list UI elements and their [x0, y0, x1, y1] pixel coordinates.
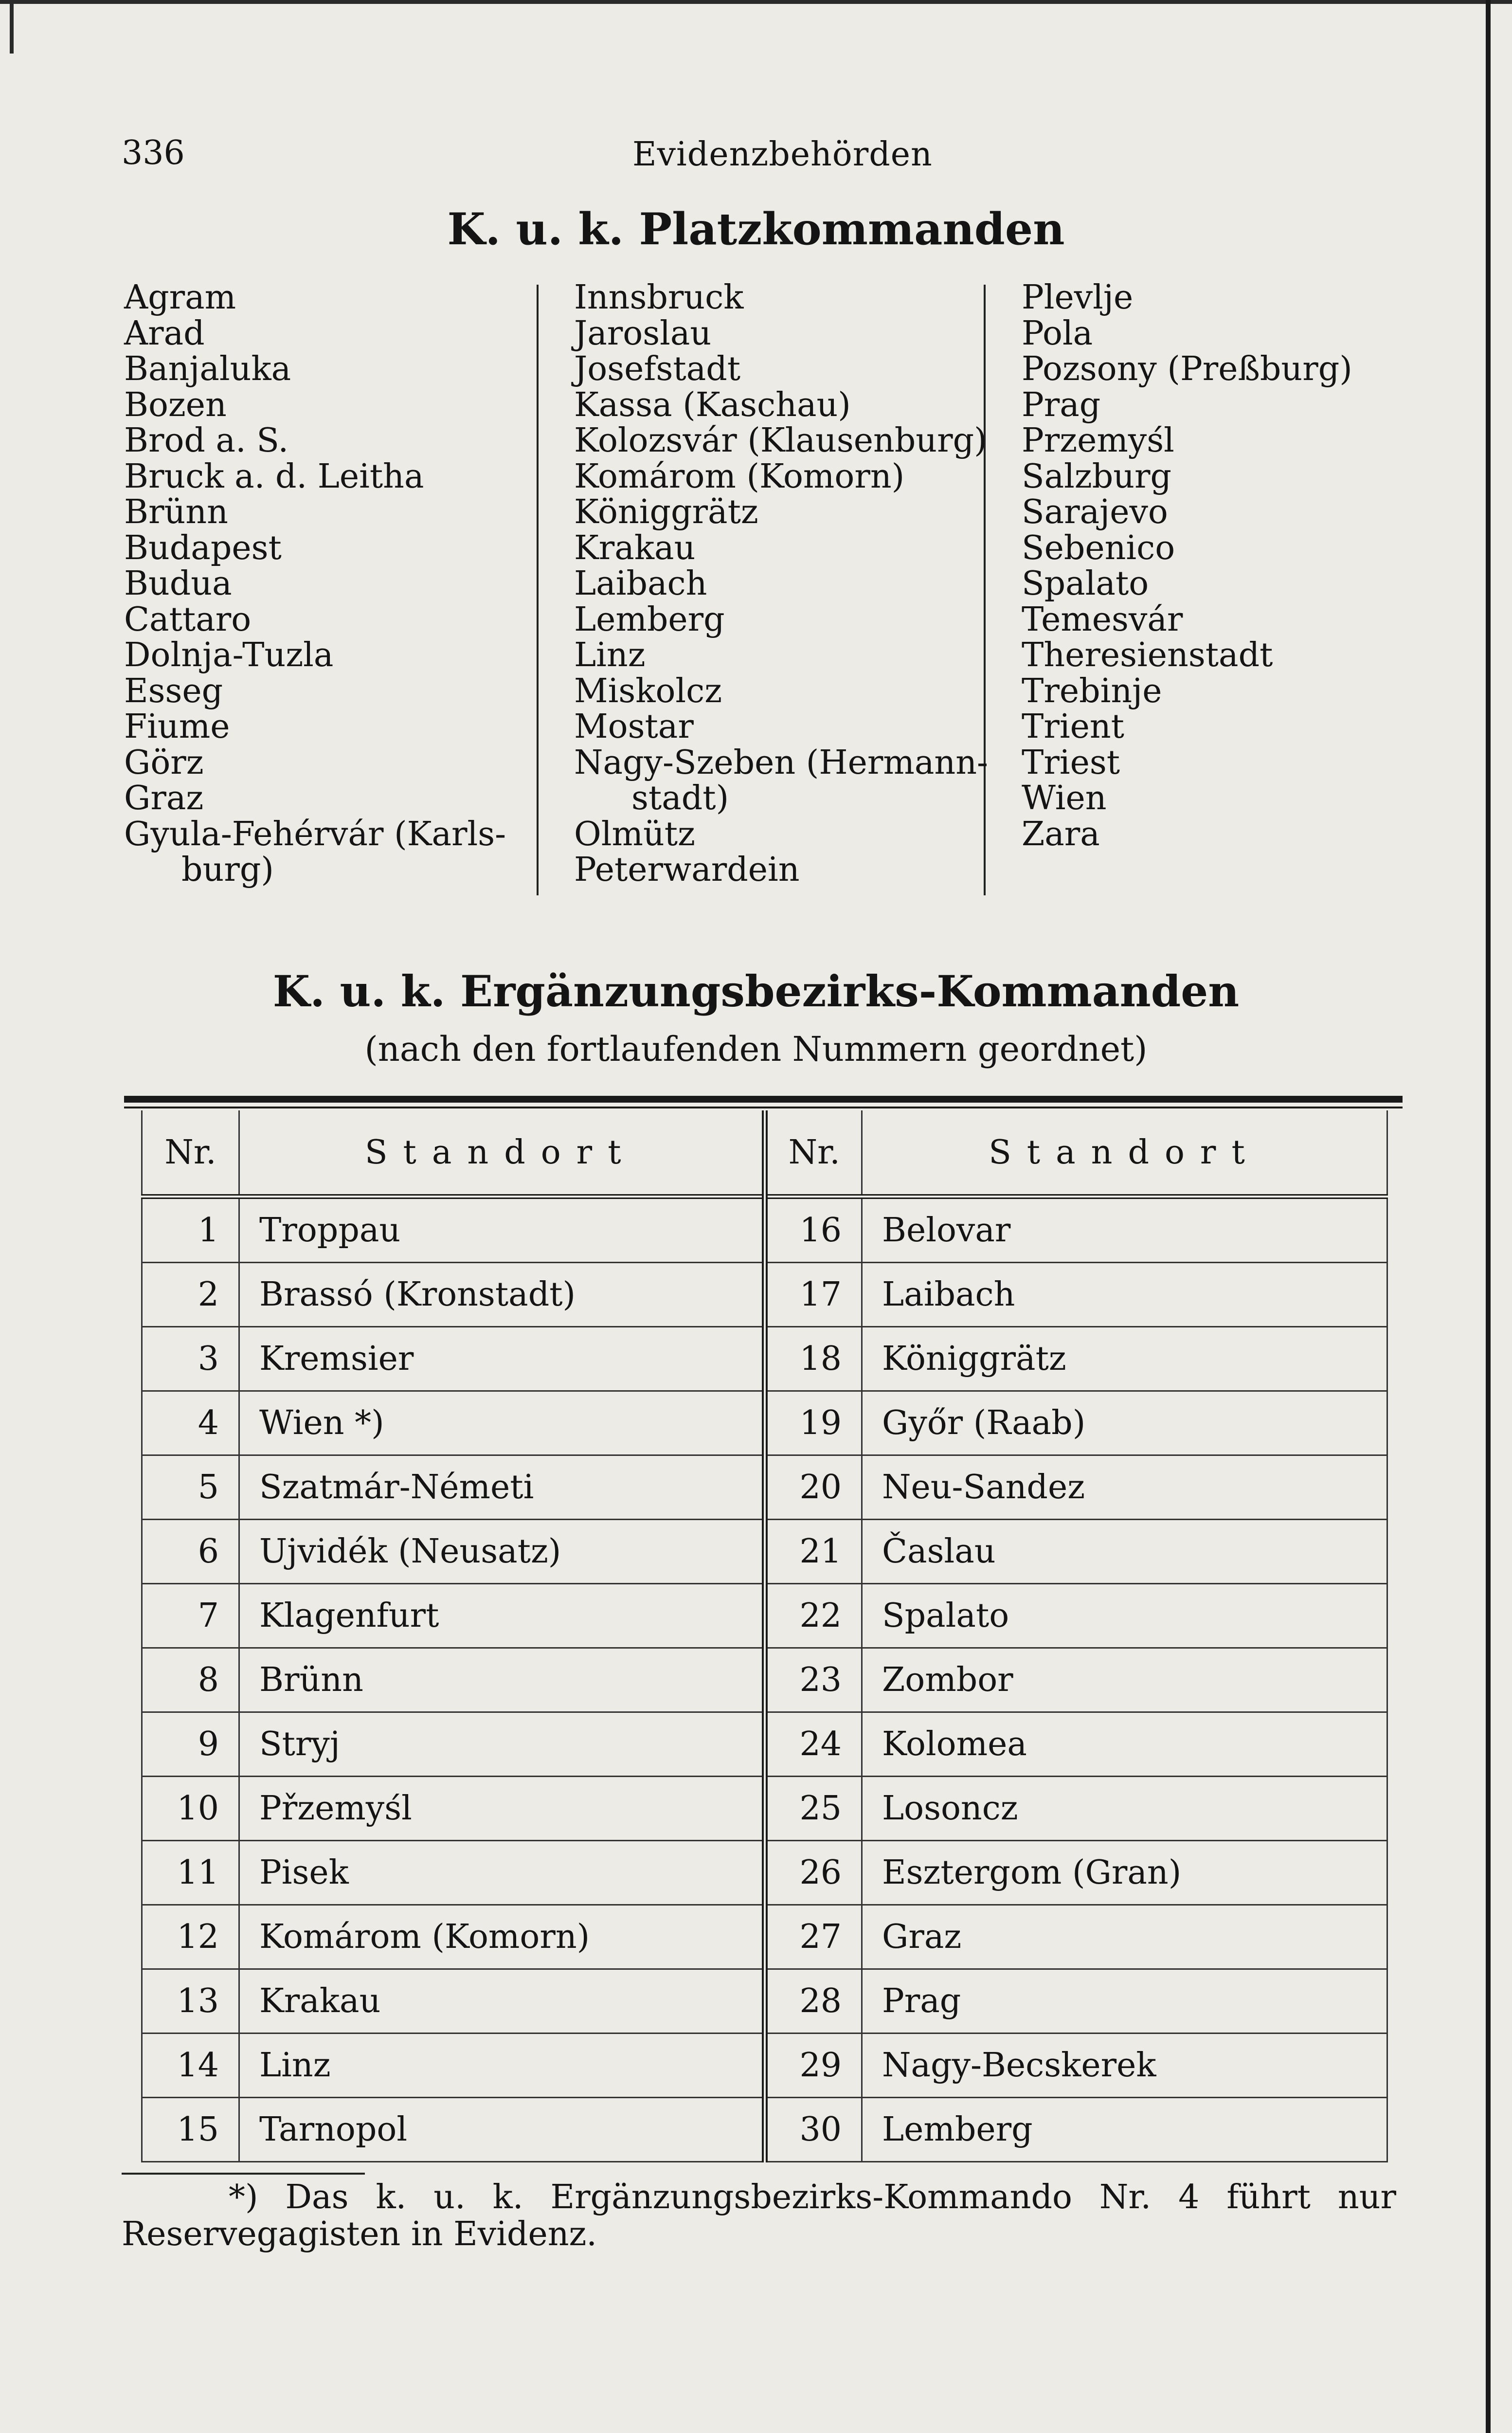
section-title-platzkommanden: K. u. k. Platzkommanden	[447, 203, 1065, 255]
cell-standort: Kremsier	[239, 1327, 765, 1391]
column-header-standort: Standort	[862, 1110, 1387, 1197]
table-row	[142, 1584, 1387, 1648]
place-item: Budapest	[124, 528, 282, 567]
place-item-continuation: stadt)	[631, 779, 729, 817]
place-column-3	[1022, 280, 1362, 852]
cell-nr: 18	[765, 1327, 862, 1391]
place-column-2	[574, 280, 988, 888]
place-item: Kolozsvár (Klausenburg)	[574, 421, 987, 460]
place-item: Budua	[124, 564, 232, 603]
table-row	[142, 1520, 1387, 1584]
running-head: Evidenzbehörden	[632, 135, 933, 174]
table-row	[142, 1777, 1387, 1841]
cell-standort: Spalato	[862, 1584, 1387, 1648]
cell-standort: Krakau	[239, 1969, 765, 2034]
scan-top-edge	[0, 0, 1512, 4]
cell-nr: 22	[765, 1584, 862, 1648]
section-title-ergaenzungsbezirks: K. u. k. Ergänzungsbezirks-Kommanden	[272, 966, 1240, 1017]
place-item: Salzburg	[1022, 457, 1172, 496]
cell-nr: 17	[765, 1263, 862, 1327]
cell-standort: Graz	[862, 1905, 1387, 1969]
place-item: Miskolcz	[574, 672, 722, 710]
cell-nr: 6	[142, 1520, 239, 1584]
place-item: Plevlje	[1022, 278, 1134, 317]
place-item: Peterwardein	[574, 851, 800, 889]
cell-standort: Ujvidék (Neusatz)	[239, 1520, 765, 1584]
place-item: Krakau	[574, 528, 696, 567]
place-item: Josefstadt	[574, 350, 741, 388]
cell-nr: 12	[142, 1905, 239, 1969]
column-header-nr: Nr.	[142, 1110, 239, 1197]
place-item: Olmütz	[574, 815, 695, 853]
cell-standort: Pisek	[239, 1841, 765, 1905]
place-item: Pola	[1022, 314, 1093, 353]
place-item: Cattaro	[124, 600, 252, 639]
cell-standort: Časlau	[862, 1520, 1387, 1584]
table-header-row	[142, 1110, 1387, 1197]
place-column-1	[124, 280, 523, 888]
place-item: Agram	[124, 278, 236, 317]
place-item: Wien	[1022, 779, 1107, 817]
cell-standort: Esztergom (Gran)	[862, 1841, 1387, 1905]
cell-standort: Zombor	[862, 1648, 1387, 1712]
cell-nr: 5	[142, 1455, 239, 1520]
footnote: *) Das k. u. k. Ergänzungsbezirks-Kommando Nr. 4 führt nur Reservegagisten in Evidenz.	[122, 2178, 1396, 2253]
cell-nr: 24	[765, 1712, 862, 1777]
table-row	[142, 1455, 1387, 1520]
place-item: Dolnja-Tuzla	[124, 636, 334, 674]
place-item: Theresienstadt	[1022, 636, 1273, 674]
table-row	[142, 1841, 1387, 1905]
place-item: Esseg	[124, 672, 223, 710]
place-item: Bruck a. d. Leitha	[124, 457, 424, 496]
place-item: Gyula-Fehérvár (Karls-	[124, 815, 506, 853]
platzkommanden-list	[124, 278, 1352, 895]
ergaenzungsbezirks-table	[141, 1110, 1388, 2162]
cell-nr: 9	[142, 1712, 239, 1777]
cell-standort: Belovar	[862, 1197, 1387, 1263]
table-row	[142, 1648, 1387, 1712]
cell-nr: 15	[142, 2098, 239, 2162]
cell-nr: 30	[765, 2098, 862, 2162]
place-item: Banjaluka	[124, 350, 291, 388]
place-item: Brünn	[124, 493, 228, 531]
cell-standort: Tarnopol	[239, 2098, 765, 2162]
place-item: Trient	[1022, 708, 1124, 746]
scan-corner-mark	[10, 0, 14, 54]
place-item: Triest	[1022, 743, 1120, 782]
place-item: Laibach	[574, 564, 707, 603]
cell-nr: 11	[142, 1841, 239, 1905]
cell-standort: Klagenfurt	[239, 1584, 765, 1648]
page-number: 336	[122, 134, 185, 172]
cell-standort: Laibach	[862, 1263, 1387, 1327]
place-item: Linz	[574, 636, 646, 674]
place-item: Bozen	[124, 385, 227, 424]
cell-standort: Komárom (Komorn)	[239, 1905, 765, 1969]
table-row	[142, 1712, 1387, 1777]
table-top-rule-thin	[124, 1107, 1403, 1108]
place-item: Sebenico	[1022, 528, 1175, 567]
cell-nr: 19	[765, 1391, 862, 1455]
cell-nr: 23	[765, 1648, 862, 1712]
place-item: Sarajevo	[1022, 493, 1168, 531]
cell-nr: 7	[142, 1584, 239, 1648]
place-item: Arad	[124, 314, 205, 353]
cell-nr: 16	[765, 1197, 862, 1263]
place-item: Temesvár	[1022, 600, 1183, 639]
cell-nr: 29	[765, 2034, 862, 2098]
cell-standort: Stryj	[239, 1712, 765, 1777]
place-item: Görz	[124, 743, 204, 782]
scan-right-edge	[1486, 0, 1491, 2433]
cell-standort: Győr (Raab)	[862, 1391, 1387, 1455]
place-item: Pozsony (Preßburg)	[1022, 350, 1352, 388]
place-item: Jaroslau	[574, 314, 712, 353]
place-item: Graz	[124, 779, 204, 817]
place-item: Kassa (Kaschau)	[574, 385, 851, 424]
place-item: Mostar	[574, 708, 694, 746]
cell-standort: Prag	[862, 1969, 1387, 2034]
table-row	[142, 1391, 1387, 1455]
cell-standort: Wien *)	[239, 1391, 765, 1455]
place-item: Prag	[1022, 385, 1101, 424]
place-item: Komárom (Komorn)	[574, 457, 905, 496]
place-item: Spalato	[1022, 564, 1149, 603]
table-row	[142, 1263, 1387, 1327]
cell-nr: 10	[142, 1777, 239, 1841]
cell-nr: 20	[765, 1455, 862, 1520]
place-item: Trebinje	[1022, 672, 1162, 710]
cell-nr: 27	[765, 1905, 862, 1969]
place-item: Innsbruck	[574, 278, 744, 317]
footnote-rule	[122, 2173, 365, 2175]
place-item: Nagy-Szeben (Hermann-	[574, 743, 988, 782]
column-header-nr: Nr.	[765, 1110, 862, 1197]
cell-standort: Brassó (Kronstadt)	[239, 1263, 765, 1327]
cell-standort: Brünn	[239, 1648, 765, 1712]
cell-standort: Nagy-Becskerek	[862, 2034, 1387, 2098]
table-top-rule	[124, 1096, 1403, 1103]
place-item: Fiume	[124, 708, 230, 746]
cell-standort: Kolomea	[862, 1712, 1387, 1777]
cell-nr: 1	[142, 1197, 239, 1263]
place-item: Zara	[1022, 815, 1100, 853]
cell-nr: 26	[765, 1841, 862, 1905]
cell-nr: 4	[142, 1391, 239, 1455]
section-subtitle: (nach den fortlaufenden Nummern geordnet)	[364, 1029, 1148, 1069]
place-item-continuation: burg)	[181, 851, 274, 889]
place-item: Königgrätz	[574, 493, 758, 531]
cell-standort: Lemberg	[862, 2098, 1387, 2162]
column-header-standort: Standort	[239, 1110, 765, 1197]
table-row	[142, 2098, 1387, 2162]
table-row	[142, 1327, 1387, 1391]
table-row	[142, 1197, 1387, 1263]
cell-nr: 21	[765, 1520, 862, 1584]
cell-standort: Szatmár-Németi	[239, 1455, 765, 1520]
cell-standort: Losoncz	[862, 1777, 1387, 1841]
cell-standort: Königgrätz	[862, 1327, 1387, 1391]
cell-nr: 2	[142, 1263, 239, 1327]
place-item: Lemberg	[574, 600, 725, 639]
cell-standort: Linz	[239, 2034, 765, 2098]
cell-nr: 25	[765, 1777, 862, 1841]
cell-nr: 14	[142, 2034, 239, 2098]
place-item: Brod a. S.	[124, 421, 289, 460]
cell-nr: 13	[142, 1969, 239, 2034]
cell-standort: Přzemyśl	[239, 1777, 765, 1841]
table-row	[142, 1969, 1387, 2034]
table-row	[142, 1905, 1387, 1969]
cell-nr: 8	[142, 1648, 239, 1712]
cell-nr: 3	[142, 1327, 239, 1391]
table-row	[142, 2034, 1387, 2098]
cell-standort: Neu-Sandez	[862, 1455, 1387, 1520]
cell-standort: Troppau	[239, 1197, 765, 1263]
cell-nr: 28	[765, 1969, 862, 2034]
place-item: Przemyśl	[1022, 421, 1174, 460]
